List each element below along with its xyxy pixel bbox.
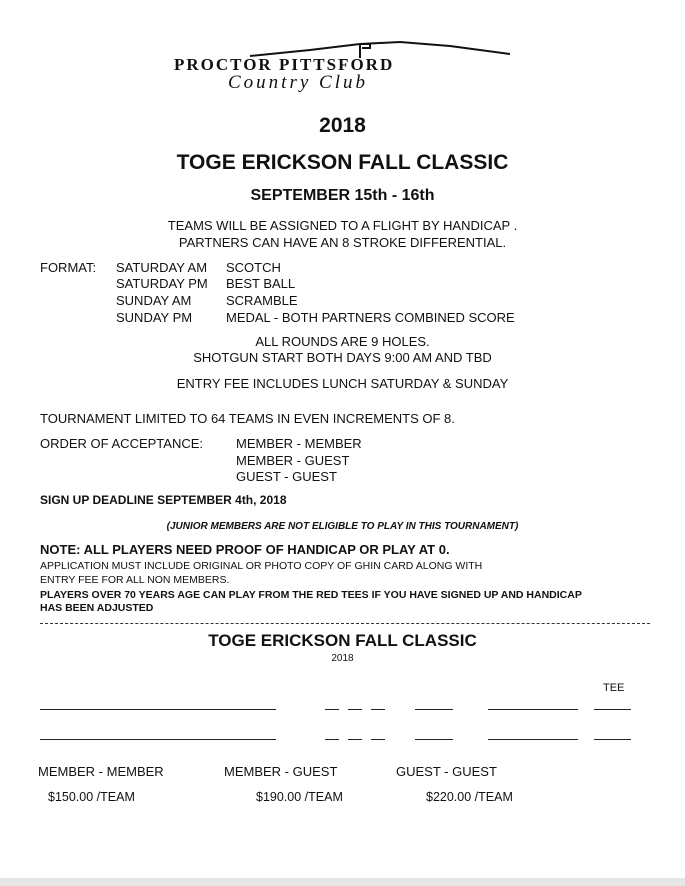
acceptance-item: MEMBER - GUEST xyxy=(236,453,350,468)
event-title: TOGE ERICKSON FALL CLASSIC xyxy=(176,151,509,174)
format-label: FORMAT: xyxy=(40,260,97,275)
acceptance-item: MEMBER - MEMBER xyxy=(236,436,362,451)
handicap-field[interactable] xyxy=(325,709,339,710)
acceptance-label: ORDER OF ACCEPTANCE: xyxy=(40,436,204,451)
signup-deadline: SIGN UP DEADLINE SEPTEMBER 4th, 2018 xyxy=(40,493,287,507)
tee-label: TEE xyxy=(603,682,625,694)
logo-subtitle: Country Club xyxy=(228,72,368,93)
cut-line xyxy=(40,623,650,624)
form-title: TOGE ERICKSON FALL CLASSIC xyxy=(208,631,477,650)
format-type: MEDAL - BOTH PARTNERS COMBINED SCORE xyxy=(226,310,515,325)
entry-fee-info: ENTRY FEE INCLUDES LUNCH SATURDAY & SUNDAY xyxy=(176,376,509,391)
format-session: SUNDAY AM xyxy=(116,293,192,308)
format-session: SATURDAY AM xyxy=(116,260,208,275)
tee-field[interactable] xyxy=(594,709,631,710)
junior-notice: (JUNIOR MEMBERS ARE NOT ELIGIBLE TO PLAY IN THIS TOURNAMENT) xyxy=(166,521,519,532)
handicap-field[interactable] xyxy=(325,739,339,740)
price-value: $190.00 /TEAM xyxy=(256,790,343,804)
field[interactable] xyxy=(415,739,453,740)
price-category: GUEST - GUEST xyxy=(396,764,497,779)
field[interactable] xyxy=(488,739,578,740)
event-year: 2018 xyxy=(319,114,366,137)
handicap-field[interactable] xyxy=(371,709,385,710)
price-value: $150.00 /TEAM xyxy=(48,790,135,804)
format-type: SCRAMBLE xyxy=(226,293,298,308)
intro-line: TEAMS WILL BE ASSIGNED TO A FLIGHT BY HANDICAP . xyxy=(167,218,518,233)
shotgun-info: SHOTGUN START BOTH DAYS 9:00 AM AND TBD xyxy=(193,350,492,365)
player-name-field[interactable] xyxy=(40,739,276,740)
format-session: SUNDAY PM xyxy=(116,310,193,325)
rounds-info: ALL ROUNDS ARE 9 HOLES. xyxy=(255,334,430,349)
player-name-field[interactable] xyxy=(40,709,276,710)
seniors-line: HAS BEEN ADJUSTED xyxy=(40,602,154,614)
format-type: BEST BALL xyxy=(226,276,296,291)
page-bottom-edge xyxy=(0,878,685,886)
application-line: APPLICATION MUST INCLUDE ORIGINAL OR PHOTO COPY OF GHIN CARD ALONG WITH xyxy=(40,560,483,572)
seniors-line: PLAYERS OVER 70 YEARS AGE CAN PLAY FROM THE RED TEES IF YOU HAVE SIGNED UP AND HANDICAP xyxy=(40,589,582,601)
event-dates: SEPTEMBER 15th - 16th xyxy=(250,187,435,204)
price-category: MEMBER - MEMBER xyxy=(38,764,164,779)
price-category: MEMBER - GUEST xyxy=(224,764,338,779)
intro-line: PARTNERS CAN HAVE AN 8 STROKE DIFFERENTIAL. xyxy=(178,235,507,250)
application-line: ENTRY FEE FOR ALL NON MEMBERS. xyxy=(40,574,230,586)
team-limit: TOURNAMENT LIMITED TO 64 TEAMS IN EVEN INCREMENTS OF 8. xyxy=(40,411,455,426)
handicap-field[interactable] xyxy=(348,739,362,740)
logo-name: PROCTOR PITTSFORD xyxy=(174,55,395,74)
acceptance-item: GUEST - GUEST xyxy=(236,469,337,484)
format-type: SCOTCH xyxy=(226,260,281,275)
form-year: 2018 xyxy=(331,653,354,664)
tee-field[interactable] xyxy=(594,739,631,740)
handicap-field[interactable] xyxy=(348,709,362,710)
handicap-field[interactable] xyxy=(371,739,385,740)
field[interactable] xyxy=(488,709,578,710)
price-value: $220.00 /TEAM xyxy=(426,790,513,804)
format-session: SATURDAY PM xyxy=(116,276,208,291)
field[interactable] xyxy=(415,709,453,710)
handicap-note: NOTE: ALL PLAYERS NEED PROOF OF HANDICAP OR PLAY AT 0. xyxy=(40,542,450,557)
